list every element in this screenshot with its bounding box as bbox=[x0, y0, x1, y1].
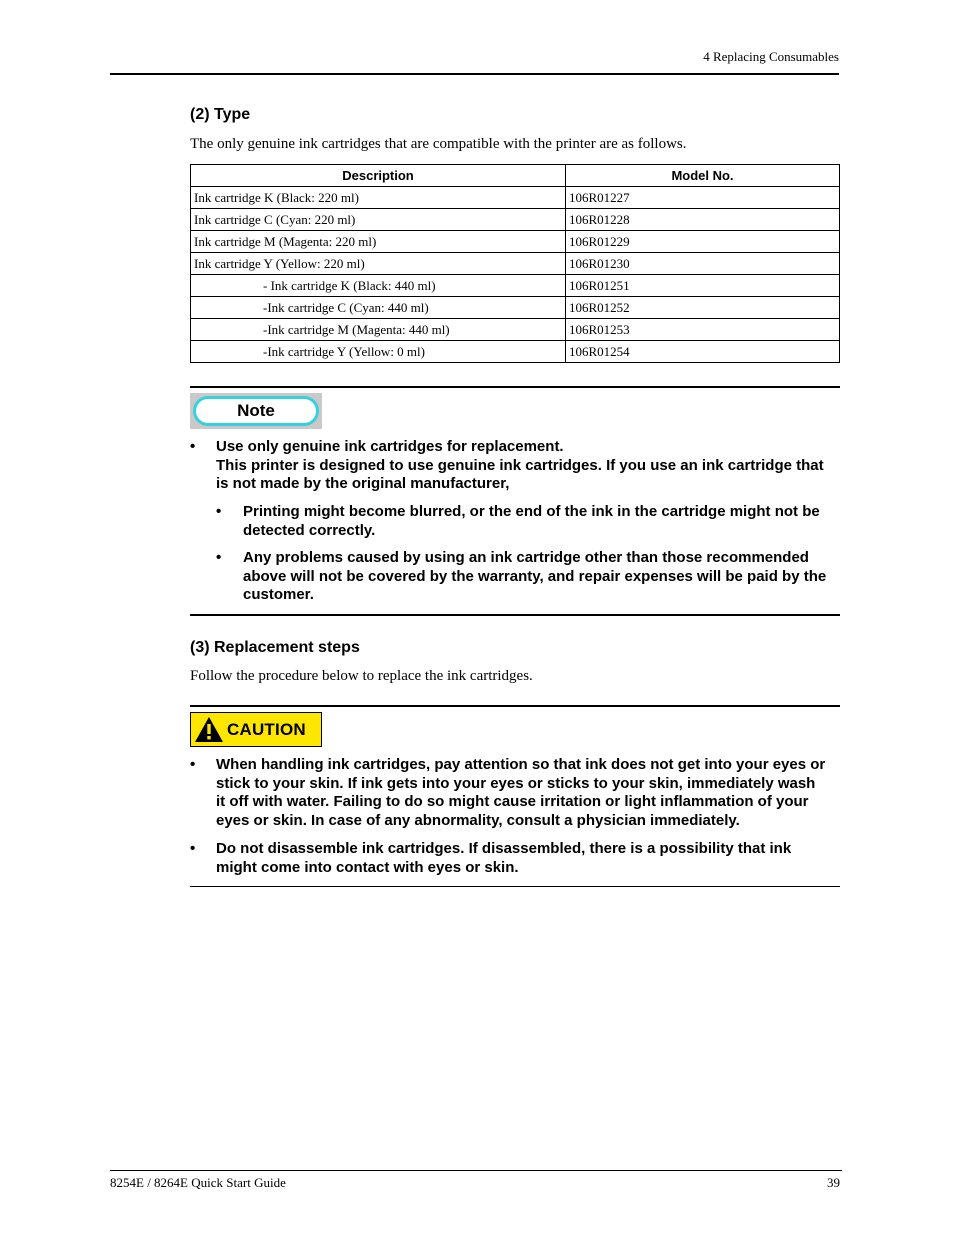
note-item-line: Use only genuine ink cartridges for replacement. bbox=[216, 438, 564, 455]
note-subitem-line: Printing might become blurred, or the end of the ink in the cartridge might not be bbox=[243, 503, 820, 520]
caution-item-line: When handling ink cartridges, pay attention so that ink does not get into your eyes or bbox=[216, 756, 826, 773]
bullet-icon: • bbox=[216, 503, 222, 520]
note-top-rule bbox=[190, 386, 840, 388]
caution-item-line: it off with water. Failing to do so might cause irritation or light inflammation of your bbox=[216, 793, 809, 810]
model-cell: 106R01253 bbox=[566, 319, 840, 341]
type-intro: The only genuine ink cartridges that are compatible with the printer are as follows. bbox=[190, 136, 687, 152]
note-subitem-line: above will not be covered by the warranty, and repair expenses will be paid by the bbox=[243, 567, 827, 585]
note-subitem-line: customer. bbox=[243, 586, 314, 603]
ink-cartridge-table bbox=[190, 164, 840, 363]
column-header-model: Model No. bbox=[566, 165, 840, 187]
table-row bbox=[191, 253, 840, 275]
caution-item-line: might come into contact with eyes or skin. bbox=[216, 858, 519, 876]
table-row bbox=[191, 341, 840, 363]
table-row bbox=[191, 231, 840, 253]
description-cell: Ink cartridge M (Magenta: 220 ml) bbox=[191, 231, 566, 253]
table-row bbox=[191, 275, 840, 297]
caution-bottom-rule bbox=[190, 886, 840, 887]
model-cell: 106R01254 bbox=[566, 341, 840, 363]
model-cell: 106R01251 bbox=[566, 275, 840, 297]
header-rule bbox=[110, 73, 839, 75]
model-cell: 106R01229 bbox=[566, 231, 840, 253]
note-label: Note bbox=[193, 396, 319, 426]
table-row bbox=[191, 209, 840, 231]
replacement-heading: (3) Replacement steps bbox=[190, 639, 360, 656]
footer-guide-title: 8254E / 8264E Quick Start Guide bbox=[110, 1175, 286, 1190]
caution-item-line: Do not disassemble ink cartridges. If disassembled, there is a possibility that ink bbox=[216, 840, 792, 857]
model-cell: 106R01228 bbox=[566, 209, 840, 231]
note-subitem bbox=[216, 503, 840, 543]
description-cell: - Ink cartridge K (Black: 440 ml) bbox=[191, 275, 566, 297]
caution-badge bbox=[190, 712, 322, 747]
description-cell: -Ink cartridge Y (Yellow: 0 ml) bbox=[191, 341, 566, 363]
model-cell: 106R01230 bbox=[566, 253, 840, 275]
running-header: 4 Replacing Consumables bbox=[703, 49, 839, 64]
model-cell: 106R01252 bbox=[566, 297, 840, 319]
description-cell: Ink cartridge K (Black: 220 ml) bbox=[191, 187, 566, 209]
bullet-icon: • bbox=[216, 549, 222, 566]
page-number: 39 bbox=[827, 1175, 840, 1190]
column-header-description: Description bbox=[191, 165, 566, 187]
description-cell: -Ink cartridge M (Magenta: 440 ml) bbox=[191, 319, 566, 341]
replacement-intro: Follow the procedure below to replace the ink cartridges. bbox=[190, 668, 533, 684]
bullet-icon: • bbox=[190, 756, 196, 773]
note-item-line: is not made by the original manufacturer, bbox=[216, 475, 510, 492]
table-row bbox=[191, 297, 840, 319]
description-cell: Ink cartridge C (Cyan: 220 ml) bbox=[191, 209, 566, 231]
model-cell: 106R01227 bbox=[566, 187, 840, 209]
caution-item-line: eyes or skin. In case of any abnormality, consult a physician immediately. bbox=[216, 811, 740, 829]
table-row bbox=[191, 187, 840, 209]
note-subitem-line: detected correctly. bbox=[243, 521, 376, 539]
caution-top-rule bbox=[190, 705, 840, 707]
type-heading: (2) Type bbox=[190, 106, 251, 123]
bullet-icon: • bbox=[190, 438, 196, 455]
footer-rule bbox=[110, 1170, 842, 1171]
caution-label: CAUTION bbox=[227, 719, 306, 739]
caution-item-line: stick to your skin. If ink gets into your eyes or sticks to your skin, immediately wash bbox=[216, 774, 816, 792]
table-row bbox=[191, 319, 840, 341]
caution-item bbox=[190, 840, 840, 880]
table-header-row bbox=[191, 165, 840, 187]
note-badge bbox=[190, 393, 322, 429]
caution-item bbox=[190, 756, 840, 834]
bullet-icon: • bbox=[190, 840, 196, 857]
description-cell: Ink cartridge Y (Yellow: 220 ml) bbox=[191, 253, 566, 275]
note-item-line: This printer is designed to use genuine ink cartridges. If you use an ink cartridge that bbox=[216, 456, 824, 474]
note-subitem bbox=[216, 549, 840, 609]
note-item bbox=[190, 438, 840, 498]
note-subitem-line: Any problems caused by using an ink cartridge other than those recommended bbox=[243, 549, 809, 566]
note-bottom-rule bbox=[190, 614, 840, 616]
warning-triangle-icon bbox=[194, 716, 224, 743]
description-cell: -Ink cartridge C (Cyan: 440 ml) bbox=[191, 297, 566, 319]
